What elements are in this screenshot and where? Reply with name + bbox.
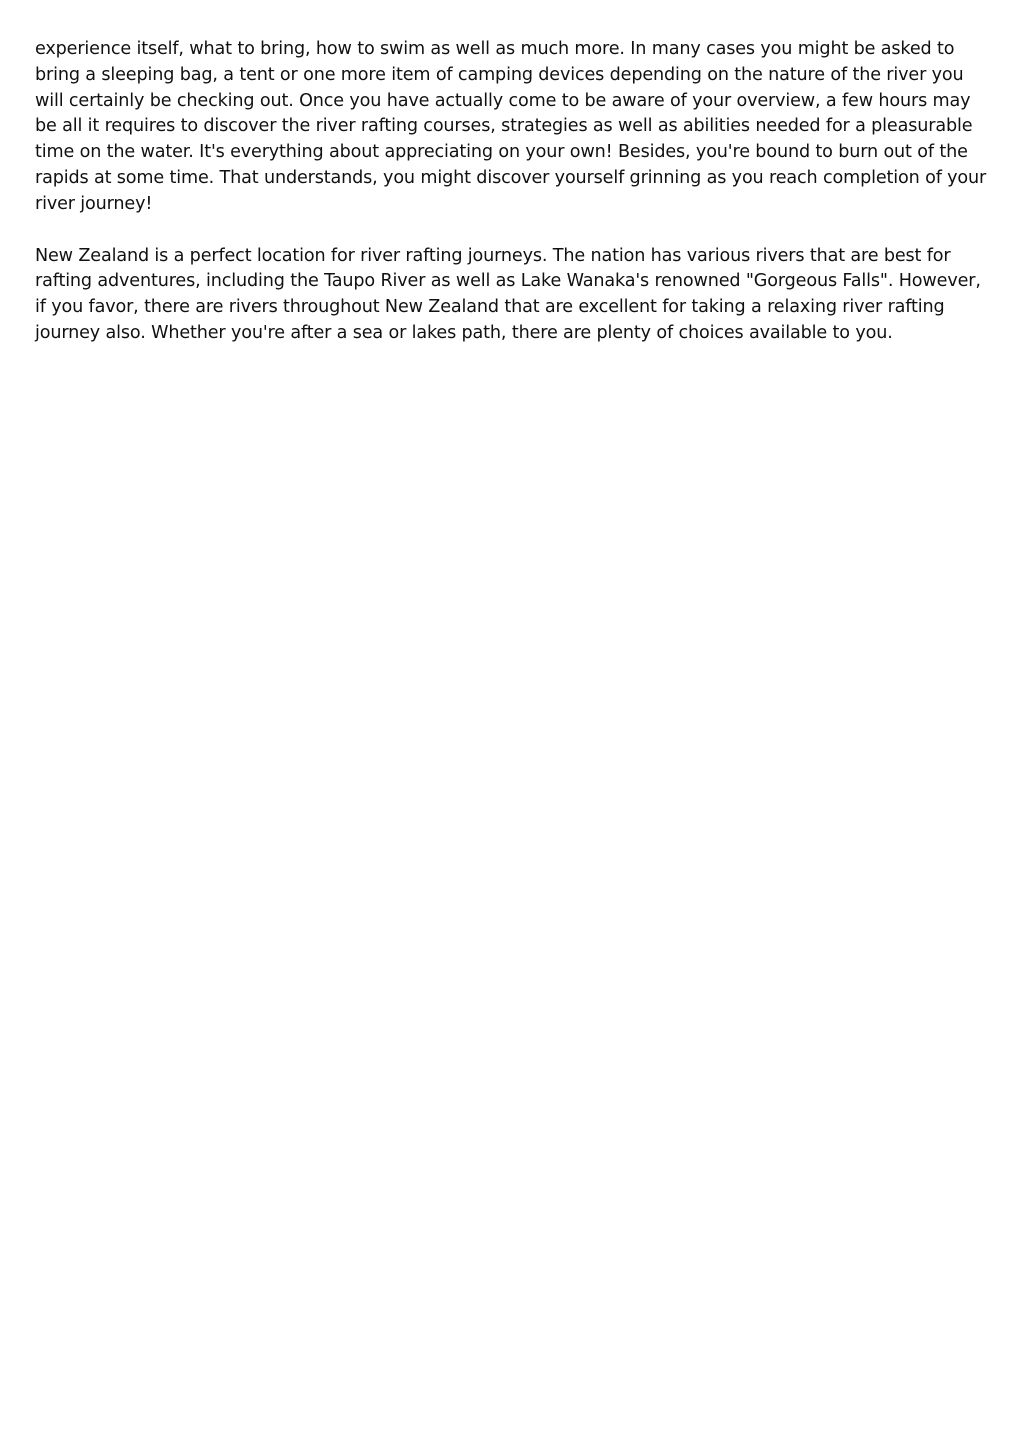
paragraph-new-zealand: New Zealand is a perfect location for river rafting journeys. The nation has various rivers that are best for rafting adventures, including the Taupo River as well as Lake Wanaka's renowned "Gorgeous Falls". However, if you favor, there are rivers throughout New Zealand that are excellent for taking a relaxing river rafting journey also. Whether you're after a sea or lakes path, there are plenty of choices available to you. [35,245,981,343]
document-page [35,37,993,373]
paragraph-river-experience: experience itself, what to bring, how to swim as well as much more. In many cases you might be asked to bring a sleeping bag, a tent or one more item of camping devices depending on the nature of the river you will certainly be checking out. Once you have actually come to be aware of your overview, a few hours may be all it requires to discover the river rafting courses, strategies as well as abilities needed for a pleasurable time on the water. It's everything about appreciating on your own! Besides, you're bound to burn out of the rapids at some time. That understands, you might discover yourself grinning as you reach completion of your river journey! [35,39,987,214]
